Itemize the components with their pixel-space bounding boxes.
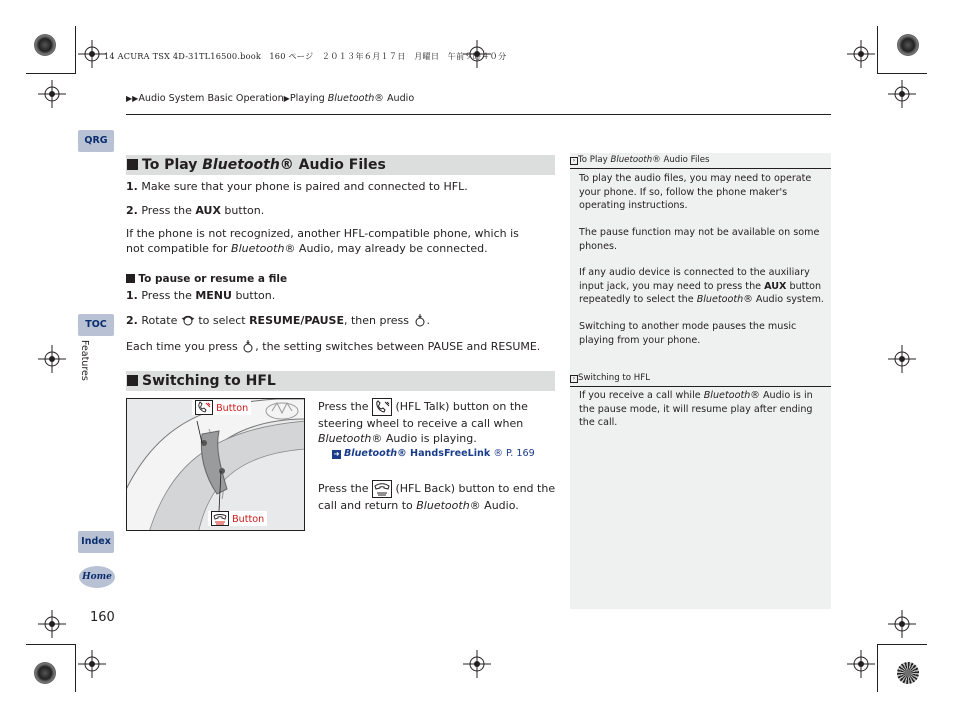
square-bullet-icon (127, 375, 138, 386)
pause-step-1: 1. Press the MENU button. (126, 289, 276, 302)
crosshair-icon (888, 80, 916, 108)
nav-home-button[interactable]: Home (79, 566, 115, 588)
hfl-back-paragraph: Press the (HFL Back) button to end the call and return to Bluetooth® Audio. (318, 482, 556, 512)
crop-line (877, 73, 927, 74)
crosshair-icon (463, 650, 491, 678)
crop-line (26, 644, 76, 645)
breadcrumb-link-audio-basic[interactable]: Audio System Basic Operation (138, 93, 284, 104)
compatibility-paragraph: If the phone is not recognized, another HFL-compatible phone, which is not compatible for Bluetooth® Audio, may already be connected. (126, 227, 519, 255)
crosshair-icon (847, 40, 875, 68)
crosshair-icon (888, 610, 916, 638)
registration-dot-icon (34, 662, 56, 684)
crosshair-icon (38, 610, 66, 638)
crop-line (877, 26, 878, 74)
hfl-back-icon (211, 511, 229, 526)
note-rule (570, 386, 831, 387)
note1-paragraph-3: If any audio device is connected to the auxiliary input jack, you may need to press the AUX button repeatedly to select the Bluetooth® Audio system. (579, 267, 824, 305)
page-number: 160 (90, 610, 115, 625)
crop-line (877, 644, 927, 645)
subsection-title-pause-resume: To pause or resume a file (126, 272, 287, 287)
note-title-switching-hfl: › Switching to HFL (570, 373, 650, 383)
crosshair-icon (847, 650, 875, 678)
nav-tab-qrg[interactable]: QRG (78, 130, 114, 152)
nav-tab-index[interactable]: Index (78, 531, 114, 553)
hfl-back-callout: Button (208, 511, 267, 526)
step-1: 1. Make sure that your phone is paired and connected to HFL. (126, 180, 468, 193)
crosshair-icon (38, 80, 66, 108)
print-header: 14 ACURA TSX 4D-31TL16500.book 160 ページ ２０１３年６月１７日 月曜日 午前９時４０分 (104, 51, 507, 61)
registration-dot-icon (897, 662, 919, 684)
hfl-talk-paragraph: Press the (HFL Talk) button on the steering wheel to receive a call when Bluetooth® Audio is playing. (318, 400, 528, 445)
crosshair-icon (78, 650, 106, 678)
note-marker-icon: › (570, 375, 578, 383)
nav-tab-toc[interactable]: TOC (78, 314, 114, 336)
pause-step-2: 2. Rotate to select RESUME/PAUSE, then press . (126, 314, 431, 327)
square-bullet-icon (127, 159, 138, 170)
registration-dot-icon (34, 34, 56, 56)
header-rule (126, 114, 831, 115)
press-knob-icon (413, 313, 427, 327)
note1-paragraph-1: To play the audio files, you may need to operate your phone. If so, follow the phone maker's operating instructions. (579, 173, 812, 211)
crosshair-icon (78, 40, 106, 68)
note1-paragraph-2: The pause function may not be available on some phones. (579, 227, 820, 252)
crop-line (75, 644, 76, 692)
note2-paragraph-1: If you receive a call while Bluetooth® Audio is in the pause mode, it will resume play after ending the call. (579, 390, 813, 428)
registration-dot-icon (897, 34, 919, 56)
breadcrumb-arrow-icon: ▶ (283, 94, 290, 103)
square-bullet-icon (126, 274, 135, 283)
note-rule (570, 168, 831, 169)
crop-line (75, 26, 76, 74)
rotate-knob-icon (181, 313, 195, 327)
note-title-play-bluetooth: › To Play Bluetooth® Audio Files (570, 155, 710, 165)
step-2: 2. Press the AUX button. (126, 204, 265, 217)
handsfreelink-reference[interactable]: ➜ Bluetooth® HandsFreeLink ® P. 169 (333, 448, 535, 459)
section-heading-play-bluetooth: To Play Bluetooth® Audio Files (126, 155, 555, 175)
section-label-features: Features (79, 340, 90, 381)
hfl-talk-icon (195, 400, 213, 415)
breadcrumb (126, 93, 414, 104)
hfl-back-icon (372, 480, 392, 498)
press-knob-icon (241, 339, 255, 353)
hfl-talk-icon (372, 398, 392, 416)
crop-line (877, 644, 878, 692)
each-time-paragraph: Each time you press , the setting switches between PAUSE and RESUME. (126, 340, 541, 353)
link-arrow-icon: ➜ (333, 450, 340, 458)
section-heading-switching-hfl: Switching to HFL (126, 371, 555, 391)
note1-paragraph-4: Switching to another mode pauses the music playing from your phone. (579, 321, 797, 346)
note-marker-icon: › (570, 157, 578, 165)
breadcrumb-arrow-icon: ▶▶ (126, 94, 139, 103)
hfl-talk-callout: Button (192, 400, 251, 415)
crosshair-icon (38, 345, 66, 373)
crosshair-icon (888, 345, 916, 373)
crop-line (26, 73, 76, 74)
breadcrumb-current: Playing Bluetooth® Audio (289, 93, 415, 104)
